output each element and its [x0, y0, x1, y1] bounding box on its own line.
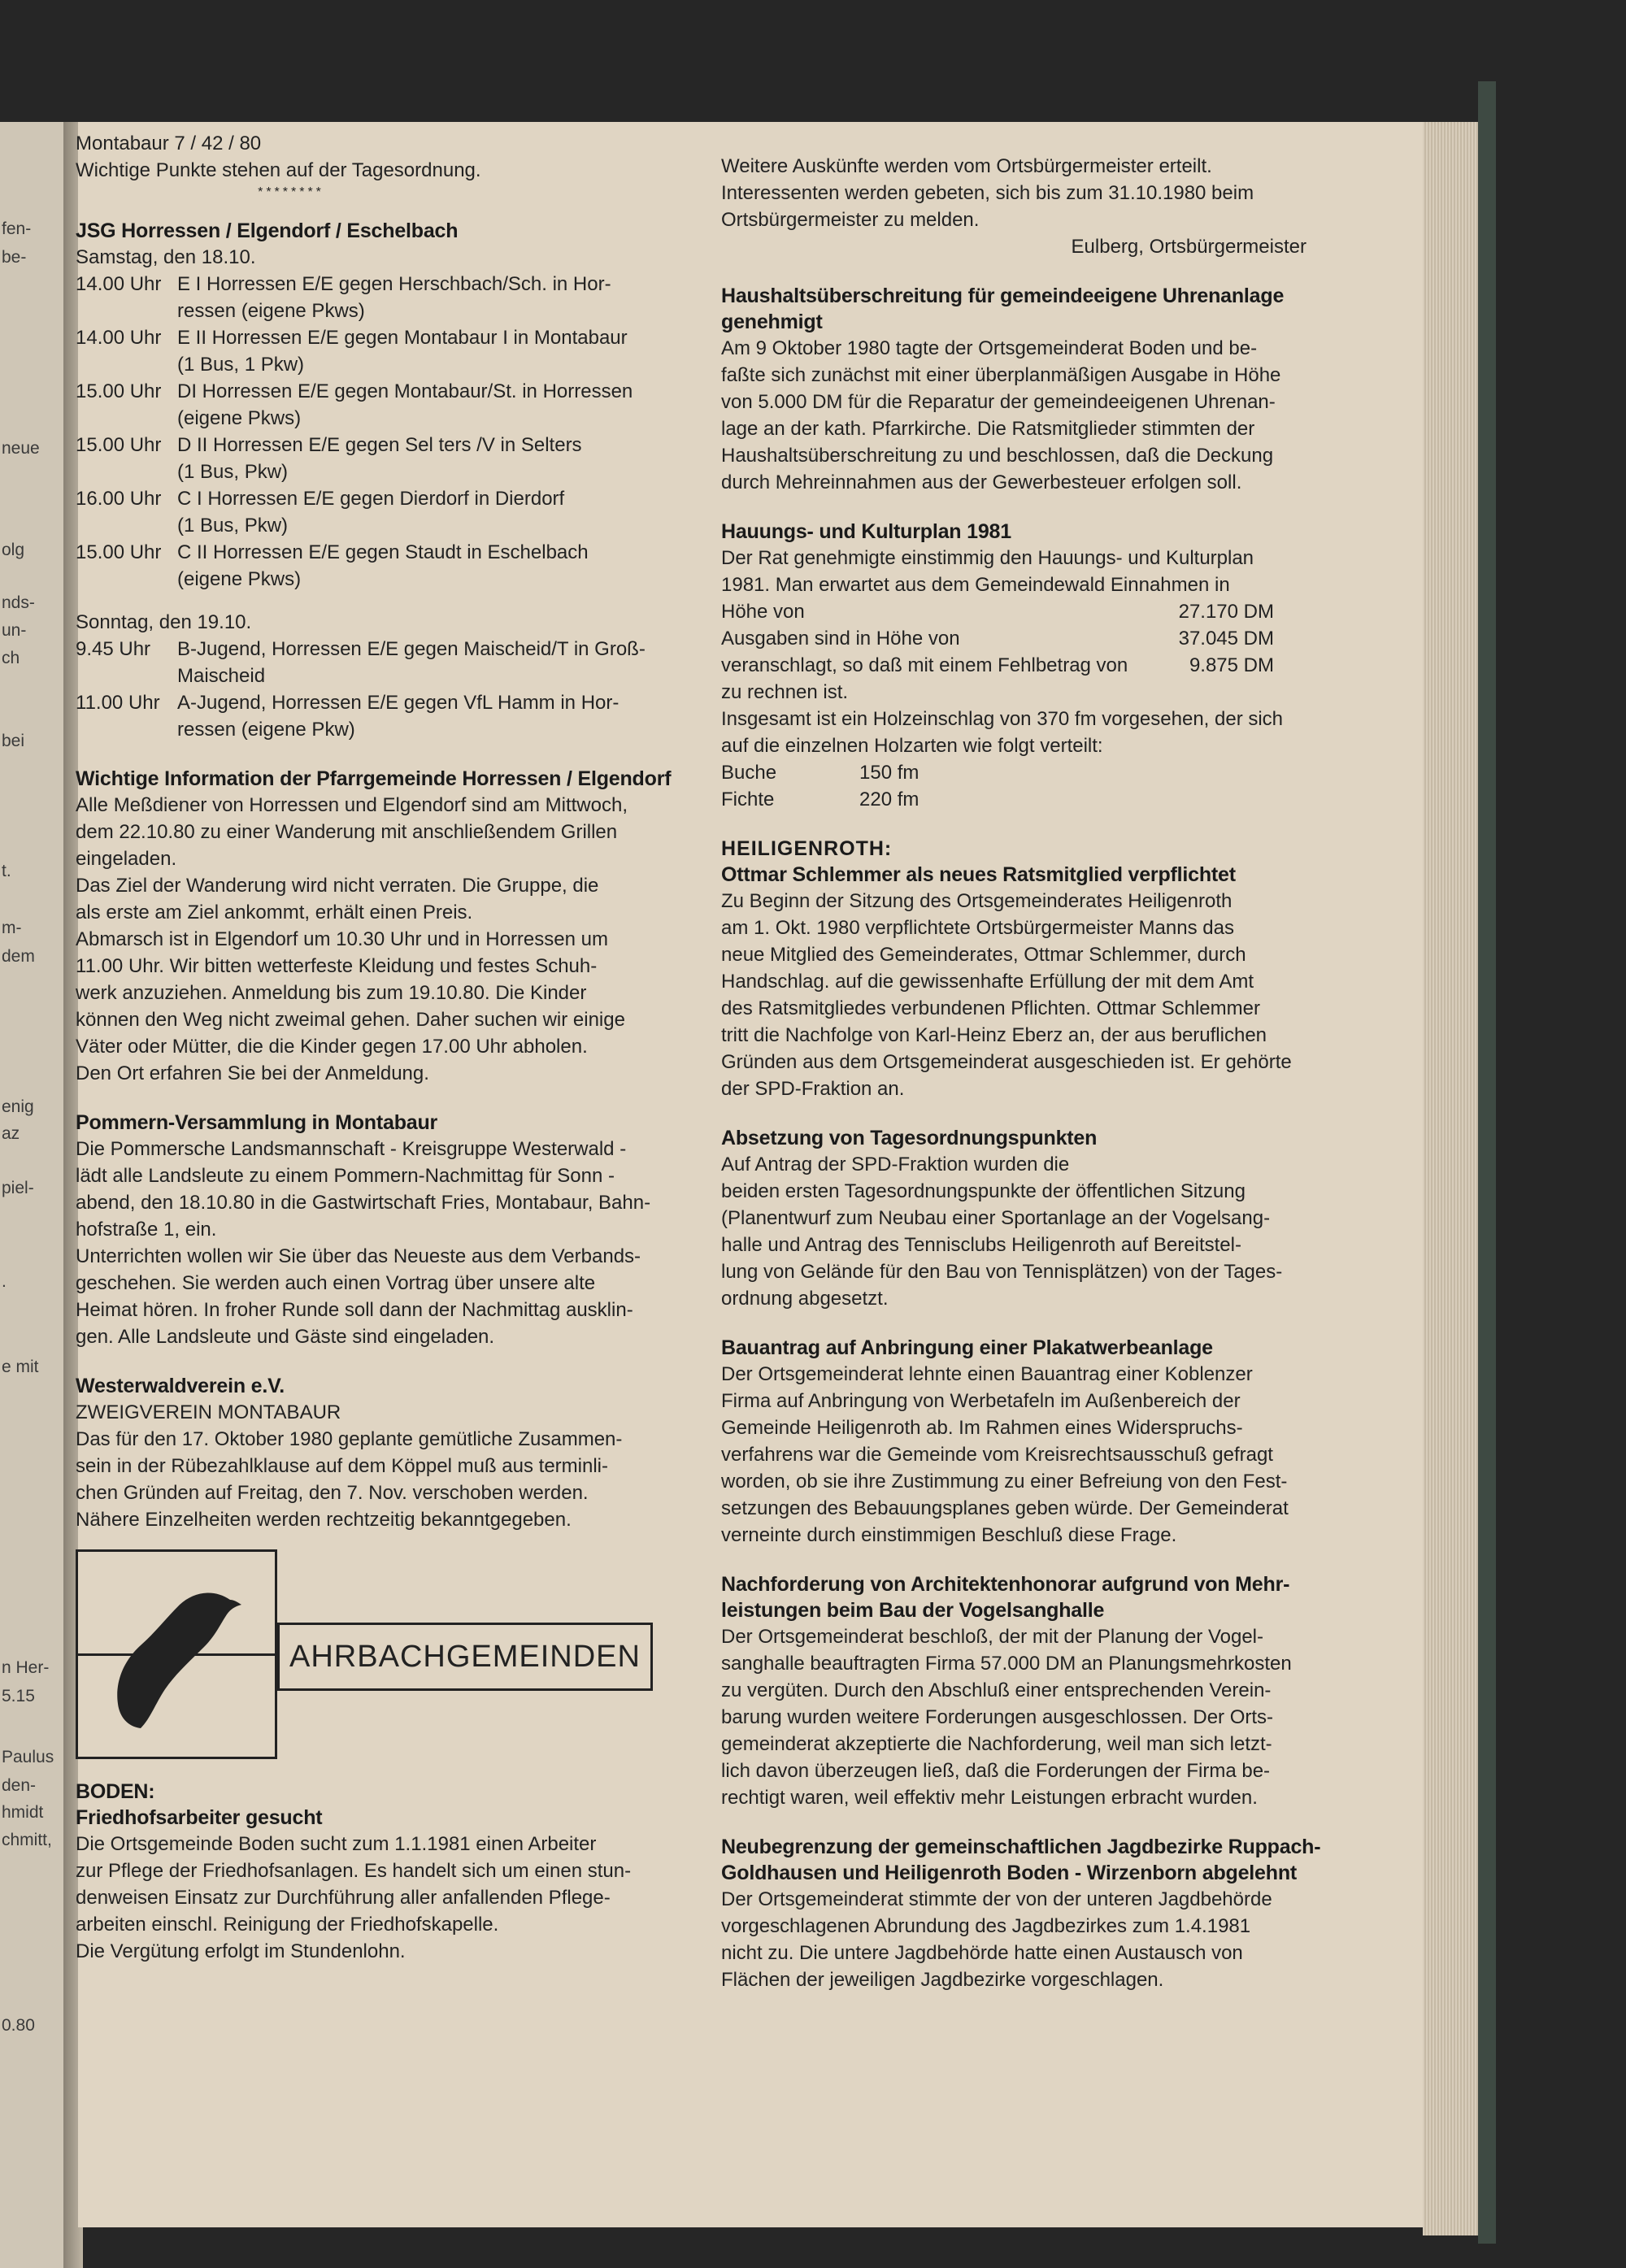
- text-line: Der Ortsgemeinderat beschloß, der mit der Planung der Vogel-: [721, 1626, 1263, 1648]
- article-title: Neubegrenzung der gemeinschaftlichen Jagdbezirke Ruppach-: [721, 1836, 1321, 1858]
- text-line: auf die einzelnen Holzarten wie folgt verteilt:: [721, 735, 1103, 757]
- money-value: 27.170 DM: [1178, 601, 1274, 623]
- schedule-row: [76, 539, 710, 566]
- text-line: abend, den 18.10.80 in die Gastwirtschaft Fries, Montabaur, Bahn-: [76, 1192, 651, 1214]
- text-line: verfahrens war die Gemeinde vom Kreisrechtsausschuß gefragt: [721, 1444, 1273, 1466]
- text-line: lädt alle Landsleute zu einem Pommern-Nachmittag für Sonn -: [76, 1165, 615, 1187]
- article-title: Pommern-Versammlung in Montabaur: [76, 1111, 438, 1134]
- article-title: Haushaltsüberschreitung für gemeindeeigene Uhrenanlage genehmigt: [721, 285, 1285, 333]
- text-line: Handschlag. auf die gewissenhafte Erfüllung der mit dem Amt: [721, 971, 1254, 993]
- text-line: worden, ob sie ihre Zustimmung zu einer Befreiung von den Fest-: [721, 1471, 1288, 1492]
- day-label: Samstag, den 18.10.: [76, 246, 256, 268]
- left-page-fragment: un-: [2, 621, 27, 640]
- schedule-text: C I Horressen E/E gegen Dierdorf in Dierdorf: [177, 488, 565, 510]
- text-line: Der Ortsgemeinderat lehnte einen Bauantrag einer Koblenzer: [721, 1363, 1253, 1385]
- text-line: von 5.000 DM für die Reparatur der gemeindeeigenen Uhrenan-: [721, 391, 1276, 413]
- text-line: Der Ortsgemeinderat stimmte der von der unteren Jagdbehörde: [721, 1888, 1272, 1910]
- left-page-fragment: olg: [2, 541, 25, 559]
- article-body: [721, 888, 1363, 1102]
- text-line: Ortsbürgermeister zu melden.: [721, 209, 980, 231]
- schedule-text: E II Horressen E/E gegen Montabaur I in Montabaur: [177, 327, 628, 349]
- river-logo-icon: [108, 1582, 254, 1736]
- day-label: Sonntag, den 19.10.: [76, 611, 252, 633]
- left-page-fragment: ch: [2, 649, 20, 667]
- text-line: Das Ziel der Wanderung wird nicht verraten. Die Gruppe, die: [76, 875, 599, 897]
- text-line: Insgesamt ist ein Holzeinschlag von 370 fm vorgesehen, der sich: [721, 708, 1284, 730]
- page-edges: [1423, 122, 1481, 2235]
- left-page-fragment: dem: [2, 947, 35, 966]
- schedule-row: [76, 663, 710, 689]
- text-line: zur Pflege der Friedhofsanlagen. Es handelt sich um einen stun-: [76, 1860, 632, 1882]
- schedule-row: [76, 716, 710, 743]
- text-line: der SPD-Fraktion an.: [721, 1078, 905, 1100]
- article-body: [76, 1426, 710, 1533]
- schedule-text: (1 Bus, Pkw): [177, 461, 289, 483]
- text-line: Haushaltsüberschreitung zu und beschlossen, daß die Deckung: [721, 445, 1274, 467]
- article-body: [76, 1831, 710, 1965]
- left-page-fragment: .: [2, 1272, 7, 1291]
- text-line: denweisen Einsatz zur Durchführung aller anfallenden Pflege-: [76, 1887, 611, 1909]
- schedule-time: [76, 512, 177, 539]
- text-line: lich davon überzeugen ließ, daß die Forderungen der Firma be-: [721, 1760, 1271, 1782]
- wood-row: [721, 786, 1363, 813]
- schedule-time: 15.00 Uhr: [76, 541, 162, 563]
- money-row: [721, 598, 1363, 625]
- text-line: Weitere Auskünfte werden vom Ortsbürgermeister erteilt.: [721, 155, 1212, 177]
- money-value: 37.045 DM: [1178, 628, 1274, 650]
- text-line: Der Rat genehmigte einstimmig den Hauungs- und Kulturplan: [721, 547, 1254, 569]
- schedule-list: [76, 271, 710, 593]
- text-line: Die Ortsgemeinde Boden sucht zum 1.1.1981 einen Arbeiter: [76, 1833, 597, 1855]
- schedule-time: 16.00 Uhr: [76, 488, 162, 510]
- schedule-row: [76, 485, 710, 512]
- text-line: lung von Gelände für den Bau von Tennisplätzen) von der Tages-: [721, 1261, 1283, 1283]
- text-line: Nähere Einzelheiten werden rechtzeitig bekanntgegeben.: [76, 1509, 572, 1531]
- text-line: Interessenten werden gebeten, sich bis zum 31.10.1980 beim: [721, 182, 1254, 204]
- text-line: nicht zu. Die untere Jagdbehörde hatte einen Austausch von: [721, 1942, 1243, 1964]
- text-line: durch Mehreinnahmen aus der Gewerbesteuer erfolgen soll.: [721, 471, 1242, 493]
- text-line: vorgeschlagenen Abrundung des Jagdbezirkes zum 1.4.1981: [721, 1915, 1251, 1937]
- money-label: veranschlagt, so daß mit einem Fehlbetrag von: [721, 654, 1128, 676]
- article-body: [721, 1361, 1363, 1549]
- text-line: neue Mitglied des Gemeinderates, Ottmar Schlemmer, durch: [721, 944, 1246, 966]
- text-line: 1981. Man erwartet aus dem Gemeindewald Einnahmen in: [721, 574, 1230, 596]
- banner-label: AHRBACHGEMEINDEN: [277, 1623, 653, 1691]
- left-page-fragment: enig: [2, 1097, 34, 1116]
- text-line: Gemeinde Heiligenroth ab. Im Rahmen eines Widerspruchs-: [721, 1417, 1243, 1439]
- schedule-row: [76, 324, 710, 351]
- text-line: beiden ersten Tagesordnungspunkte der öffentlichen Sitzung: [721, 1180, 1246, 1202]
- left-page-fragment: neue: [2, 439, 40, 458]
- text-line: am 1. Okt. 1980 verpflichtete Ortsbürgermeister Manns das: [721, 917, 1234, 939]
- article-title: Nachforderung von Architektenhonorar aufgrund von Mehr-: [721, 1573, 1290, 1596]
- text-line: Väter oder Mütter, die die Kinder gegen 17.00 Uhr abholen.: [76, 1036, 588, 1058]
- schedule-row: [76, 298, 710, 324]
- text-line: Gründen aus dem Ortsgemeinderat ausgeschieden ist. Er gehörte: [721, 1051, 1292, 1073]
- schedule-text: D II Horressen E/E gegen Sel ters /V in Selters: [177, 434, 582, 456]
- article-title: Absetzung von Tagesordnungspunkten: [721, 1127, 1098, 1149]
- text-line: als erste am Ziel ankommt, erhält einen Preis.: [76, 902, 473, 923]
- wood-value: 150 fm: [859, 762, 920, 784]
- signature: Eulberg, Ortsbürgermeister: [1071, 236, 1306, 258]
- schedule-row: [76, 512, 710, 539]
- text-line: hofstraße 1, ein.: [76, 1219, 217, 1240]
- schedule-text: E I Horressen E/E gegen Herschbach/Sch. in Hor-: [177, 273, 611, 295]
- text-line: gemeinderat akzeptierte die Nachforderung, weil man sich letzt-: [721, 1733, 1272, 1755]
- schedule-time: [76, 566, 177, 593]
- text-line: dem 22.10.80 zu einer Wanderung mit anschließendem Grillen: [76, 821, 618, 843]
- schedule-text: (1 Bus, 1 Pkw): [177, 354, 305, 376]
- text-line: Das für den 17. Oktober 1980 geplante gemütliche Zusammen-: [76, 1428, 623, 1450]
- article-title: JSG Horressen / Elgendorf / Eschelbach: [76, 219, 459, 242]
- schedule-text: B-Jugend, Horressen E/E gegen Maischeid/T in Groß-: [177, 638, 646, 660]
- schedule-row: [76, 271, 710, 298]
- schedule-text: (eigene Pkws): [177, 407, 302, 429]
- schedule-row: [76, 378, 710, 405]
- left-page-fragment: m-: [2, 919, 22, 937]
- left-page-fragment: bei: [2, 732, 25, 750]
- schedule-row: [76, 566, 710, 593]
- text-line: halle und Antrag des Tennisclubs Heiligenroth auf Bereitstel-: [721, 1234, 1241, 1256]
- text-line: Zu Beginn der Sitzung des Ortsgemeinderates Heiligenroth: [721, 890, 1233, 912]
- article-title: Friedhofsarbeiter gesucht: [76, 1806, 323, 1829]
- separator-stars: ********: [258, 185, 324, 199]
- article-title: Goldhausen und Heiligenroth Boden - Wirzenborn abgelehnt: [721, 1862, 1298, 1884]
- text-line: Auf Antrag der SPD-Fraktion wurden die: [721, 1154, 1070, 1175]
- schedule-list: [76, 636, 710, 743]
- wood-label: Fichte: [721, 789, 775, 810]
- left-page-fragment: Paulus: [2, 1748, 54, 1766]
- schedule-time: 15.00 Uhr: [76, 380, 162, 402]
- schedule-text: ressen (eigene Pkws): [177, 300, 365, 322]
- text-line: barung wurden weitere Forderungen ausgeschlossen. Der Orts-: [721, 1706, 1274, 1728]
- schedule-text: A-Jugend, Horressen E/E gegen VfL Hamm in Hor-: [177, 692, 620, 714]
- left-page-fragment: n Her-: [2, 1658, 50, 1677]
- schedule-row: [76, 636, 710, 663]
- article-title: leistungen beim Bau der Vogelsanghalle: [721, 1599, 1105, 1622]
- money-value: 9.875 DM: [1189, 654, 1274, 676]
- article-title: Hauungs- und Kulturplan 1981: [721, 520, 1011, 543]
- wood-value: 220 fm: [859, 789, 920, 810]
- text-line: können den Weg nicht zweimal gehen. Daher suchen wir einige: [76, 1009, 625, 1031]
- text-line: lage an der kath. Pfarrkirche. Die Ratsmitglieder stimmten der: [721, 418, 1255, 440]
- schedule-time: 11.00 Uhr: [76, 692, 160, 714]
- article-title: Wichtige Information der Pfarrgemeinde Horressen / Elgendorf: [76, 767, 672, 790]
- section-banner: [76, 1549, 645, 1762]
- schedule-row: [76, 689, 710, 716]
- schedule-time: [76, 405, 177, 432]
- intro-text: Wichtige Punkte stehen auf der Tagesordnung.: [76, 159, 481, 181]
- text-line: arbeiten einschl. Reinigung der Friedhofskapelle.: [76, 1914, 499, 1936]
- money-row: [721, 652, 1363, 679]
- schedule-text: ressen (eigene Pkw): [177, 719, 355, 741]
- wood-label: Buche: [721, 762, 777, 784]
- left-page-fragment: den-: [2, 1776, 37, 1795]
- schedule-time: [76, 716, 177, 743]
- article-body: [76, 792, 710, 1087]
- article-title: Westerwaldverein e.V.: [76, 1375, 285, 1397]
- right-column: [721, 153, 1363, 1993]
- page-header: Montabaur 7 / 42 / 80: [76, 133, 262, 154]
- article-body: [721, 153, 1363, 233]
- text-line: ordnung abgesetzt.: [721, 1288, 889, 1310]
- text-line: Den Ort erfahren Sie bei der Anmeldung.: [76, 1062, 429, 1084]
- schedule-time: [76, 663, 177, 689]
- schedule-row: [76, 458, 710, 485]
- left-page-fragment: 0.80: [2, 2016, 35, 2035]
- schedule-text: (eigene Pkws): [177, 568, 302, 590]
- schedule-row: [76, 432, 710, 458]
- text-line: chen Gründen auf Freitag, den 7. Nov. verschoben werden.: [76, 1482, 589, 1504]
- money-row: [721, 625, 1363, 652]
- left-page-fragment: t.: [2, 862, 11, 880]
- article-title: Bauantrag auf Anbringung einer Plakatwerbeanlage: [721, 1336, 1213, 1359]
- text-line: Firma auf Anbringung von Werbetafeln im Außenbereich der: [721, 1390, 1241, 1412]
- schedule-row: [76, 405, 710, 432]
- text-line: Flächen der jeweiligen Jagdbezirke vorgeschlagen.: [721, 1969, 1164, 1991]
- schedule-time: [76, 298, 177, 324]
- wood-row: [721, 759, 1363, 786]
- article-subtitle: ZWEIGVEREIN MONTABAUR: [76, 1401, 341, 1423]
- left-page-fragment: fen-: [2, 219, 32, 238]
- left-page-fragment: 5.15: [2, 1687, 35, 1705]
- text-line: eingeladen.: [76, 848, 177, 870]
- schedule-text: (1 Bus, Pkw): [177, 515, 289, 537]
- article-body: [721, 1623, 1363, 1811]
- article-body: [721, 1886, 1363, 1993]
- article-title: Ottmar Schlemmer als neues Ratsmitglied verpflichtet: [721, 863, 1236, 886]
- text-line: Unterrichten wollen wir Sie über das Neueste aus dem Verbands-: [76, 1245, 641, 1267]
- left-page-fragment: az: [2, 1124, 20, 1143]
- text-line: sanghalle beauftragten Firma 57.000 DM an Planungsmehrkosten: [721, 1653, 1292, 1675]
- text-line: Heimat hören. In froher Runde soll dann der Nachmittag ausklin-: [76, 1299, 633, 1321]
- text-line: zu rechnen ist.: [721, 681, 849, 703]
- schedule-row: [76, 351, 710, 378]
- text-line: sein in der Rübezahlklause auf dem Köppel muß aus terminli-: [76, 1455, 608, 1477]
- schedule-time: [76, 458, 177, 485]
- text-line: werk anzuziehen. Anmeldung bis zum 19.10.80. Die Kinder: [76, 982, 587, 1004]
- schedule-time: 14.00 Uhr: [76, 327, 162, 349]
- left-page-fragment: hmidt: [2, 1803, 44, 1822]
- text-line: Die Vergütung erfolgt im Stundenlohn.: [76, 1940, 406, 1962]
- place-heading: BODEN:: [76, 1780, 155, 1803]
- left-page-fragment: be-: [2, 248, 27, 267]
- text-line: 11.00 Uhr. Wir bitten wetterfeste Kleidung und festes Schuh-: [76, 955, 598, 977]
- text-line: gen. Alle Landsleute und Gäste sind eingeladen.: [76, 1326, 495, 1348]
- text-line: rechtigt waren, weil effektiv mehr Leistungen erbracht wurden.: [721, 1787, 1258, 1809]
- text-line: zu vergüten. Durch den Abschluß einer entsprechenden Verein-: [721, 1679, 1272, 1701]
- text-line: (Planentwurf zum Neubau einer Sportanlage an der Vogelsang-: [721, 1207, 1271, 1229]
- book-cover: [1478, 81, 1496, 2244]
- schedule-time: 9.45 Uhr: [76, 638, 151, 660]
- text-line: Abmarsch ist in Elgendorf um 10.30 Uhr und in Horressen um: [76, 928, 608, 950]
- article-body: [721, 1151, 1363, 1312]
- text-line: Die Pommersche Landsmannschaft - Kreisgruppe Westerwald -: [76, 1138, 627, 1160]
- text-line: geschehen. Sie werden auch einen Vortrag über unsere alte: [76, 1272, 596, 1294]
- left-page-fragment: piel-: [2, 1179, 34, 1197]
- left-page-fragment: e mit: [2, 1358, 39, 1376]
- money-label: Höhe von: [721, 601, 805, 623]
- place-heading: HEILIGENROTH:: [721, 837, 893, 860]
- money-label: Ausgaben sind in Höhe von: [721, 628, 960, 650]
- article-body: [721, 335, 1363, 496]
- text-line: Alle Meßdiener von Horressen und Elgendorf sind am Mittwoch,: [76, 794, 628, 816]
- text-line: Am 9 Oktober 1980 tagte der Ortsgemeinderat Boden und be-: [721, 337, 1258, 359]
- left-page-fragment: nds-: [2, 593, 35, 612]
- text-line: faßte sich zunächst mit einer überplanmäßigen Ausgabe in Höhe: [721, 364, 1281, 386]
- text-line: setzungen des Bebauungsplanes geben würde. Der Gemeinderat: [721, 1497, 1289, 1519]
- schedule-text: Maischeid: [177, 665, 266, 687]
- schedule-time: 14.00 Uhr: [76, 273, 162, 295]
- schedule-time: [76, 351, 177, 378]
- schedule-text: DI Horressen E/E gegen Montabaur/St. in Horressen: [177, 380, 633, 402]
- text-line: tritt die Nachfolge von Karl-Heinz Eberz an, der aus beruflichen: [721, 1024, 1267, 1046]
- article-body: [721, 545, 1363, 813]
- left-column: [76, 130, 710, 1965]
- text-line: verneinte durch einstimmigen Beschluß diese Frage.: [721, 1524, 1177, 1546]
- schedule-text: C II Horressen E/E gegen Staudt in Eschelbach: [177, 541, 589, 563]
- article-body: [76, 1136, 710, 1350]
- schedule-time: 15.00 Uhr: [76, 434, 162, 456]
- left-page-fragment: chmitt,: [2, 1831, 52, 1849]
- text-line: des Ratsmitgliedes verbundenen Pflichten. Ottmar Schlemmer: [721, 997, 1260, 1019]
